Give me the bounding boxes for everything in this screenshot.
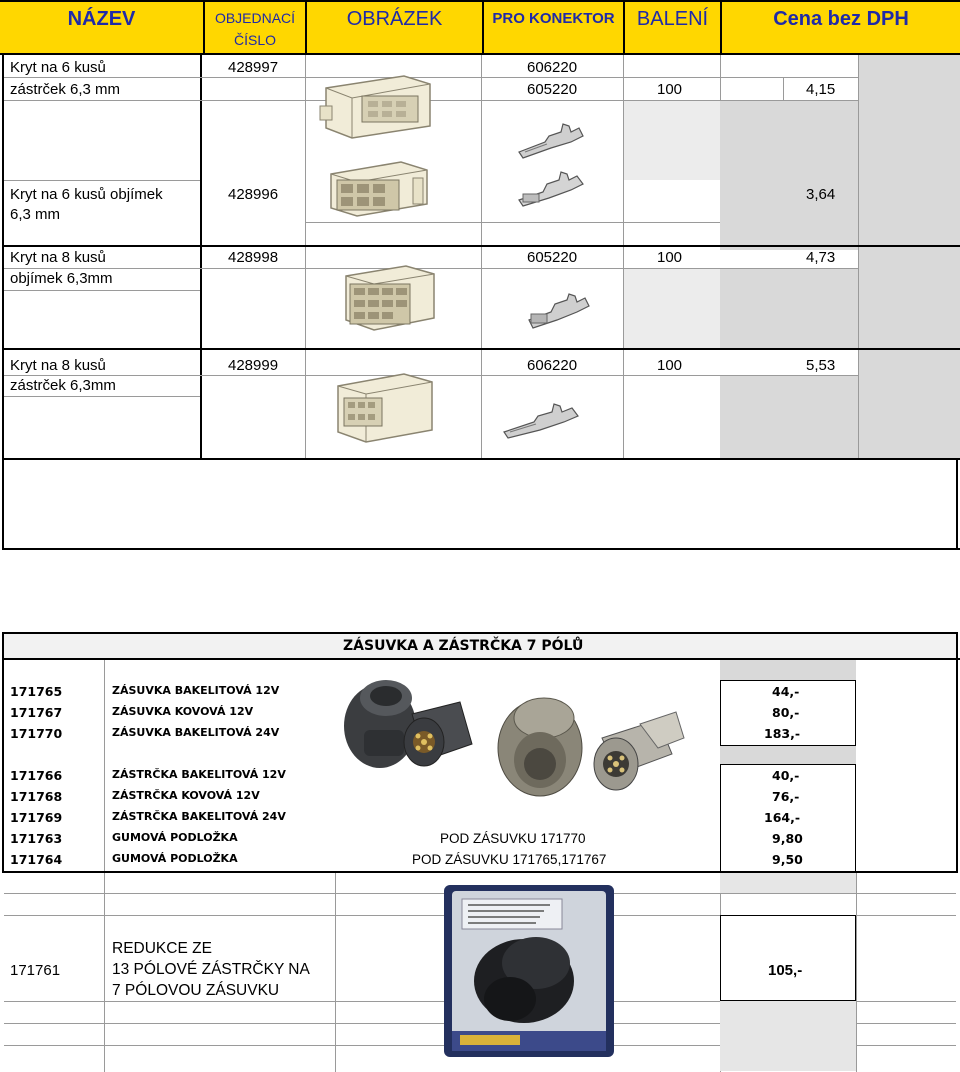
s3-grey-b: [720, 1001, 856, 1071]
connector-housing-8-plug-icon: [330, 368, 440, 446]
section1-grey-block-2: [720, 268, 860, 348]
s2-row8-note: POD ZÁSUVKU 171765,171767: [412, 852, 607, 867]
s3-col-line-1: [104, 873, 105, 1072]
s3-price-box: [720, 915, 856, 1001]
header-objednaci-label-1: OBJEDNACÍ: [214, 10, 296, 26]
s2-row8-code: 171764: [10, 852, 63, 867]
s1-row1-konektor-1: 606220: [527, 59, 578, 76]
section1-grey-column: [858, 55, 960, 460]
s2-row2-name: ZÁSUVKA KOVOVÁ 12V: [112, 705, 254, 718]
s1-row4-baleni: 100: [657, 357, 683, 374]
header-cena-label: Cena bez DPH: [773, 8, 909, 30]
header-objednaci: [203, 2, 305, 55]
header-baleni-label: BALENÍ: [636, 8, 709, 30]
s2-row8-name: GUMOVÁ PODLOŽKA: [112, 852, 238, 865]
s2-row7-code: 171763: [10, 831, 63, 846]
s1-row4-name-2: zástrček 6,3mm: [10, 377, 116, 394]
s3-name-2: 13 PÓLOVÉ ZÁSTRČKY NA: [112, 961, 310, 978]
s1-row3-name-1: Kryt na 8 kusů: [10, 249, 106, 266]
s1-row3-baleni: 100: [657, 249, 683, 266]
adapter-13-to-7-package-icon: [440, 881, 618, 1061]
s1-row2-code: 428996: [228, 186, 279, 203]
row-sep-1: [2, 245, 960, 247]
s2-row7-note: POD ZÁSUVKU 171770: [440, 831, 586, 846]
row-line-f: [4, 290, 200, 291]
col-divider-2: [305, 55, 306, 460]
s2-row7-price: 9,80: [772, 831, 803, 846]
section1-grey-block-1: [720, 100, 860, 250]
header-nazev-label: NÁZEV: [67, 8, 136, 30]
s1-row3-name-2: objímek 6,3mm: [10, 270, 113, 287]
s3-col-line-2: [335, 873, 336, 1072]
s2-row6-price: 164,-: [764, 810, 801, 825]
s3-grey-a: [720, 873, 856, 893]
socket-plug-7-pin-icon: [340, 668, 700, 810]
s2-row6-code: 171769: [10, 810, 63, 825]
s1-row4-name-1: Kryt na 8 kusů: [10, 357, 106, 374]
s2-grey-a: [720, 660, 856, 680]
s3-name-3: 7 PÓLOVOU ZÁSUVKU: [112, 982, 280, 999]
s3-price: 105,-: [768, 962, 803, 979]
col-divider-1: [200, 55, 202, 460]
header-obrazek-label: OBRÁZEK: [346, 8, 443, 30]
header-pro-konektor-label: PRO KONEKTOR: [492, 10, 615, 27]
border-right: [956, 460, 958, 550]
s1-row1-code: 428997: [228, 59, 279, 76]
s2-grey-b: [720, 746, 856, 764]
s2-row5-name: ZÁSTRČKA KOVOVÁ 12V: [112, 789, 260, 802]
s2-row4-code: 171766: [10, 768, 63, 783]
s3-col-line-4: [856, 873, 857, 1072]
header-nazev: [0, 2, 203, 55]
section2-left-border: [2, 658, 4, 873]
header-obrazek: [305, 2, 482, 55]
flat-terminal-icon: [515, 118, 587, 160]
header-objednaci-label-2: ČÍSLO: [233, 32, 276, 48]
s1-row1-konektor-2: 605220: [527, 81, 578, 98]
border-left: [2, 55, 4, 550]
s1-row2-name-1: Kryt na 6 kusů objímek: [10, 186, 163, 203]
s1-row1-cena: 4,15: [806, 81, 836, 98]
s2-row1-name: ZÁSUVKA BAKELITOVÁ 12V: [112, 684, 280, 697]
header-cena: [720, 2, 960, 55]
s3-name-1: REDUKCE ZE: [112, 940, 212, 957]
s2-row6-name: ZÁSTRČKA BAKELITOVÁ 24V: [112, 810, 286, 823]
s2-row5-price: 76,-: [772, 789, 800, 804]
s1-row2-cena: 3,64: [806, 186, 836, 203]
s2-row1-code: 171765: [10, 684, 63, 699]
s1-row1-name-1: Kryt na 6 kusů: [10, 59, 106, 76]
s1-row1-name-2: zástrček 6,3 mm: [10, 81, 121, 98]
s2-row5-code: 171768: [10, 789, 63, 804]
s2-row7-name: GUMOVÁ PODLOŽKA: [112, 831, 238, 844]
connector-housing-6-plug-icon: [318, 70, 438, 142]
s1-row4-cena: 5,53: [806, 357, 836, 374]
s1-row1-baleni: 100: [657, 81, 683, 98]
s1-row4-konektor-1: 606220: [527, 357, 578, 374]
s2-row3-code: 171770: [10, 726, 63, 741]
s2-col-line-1: [104, 660, 105, 873]
section2-title: ZÁSUVKA A ZÁSTRČKA 7 PÓLŮ: [343, 638, 584, 654]
row-sep-4: [2, 548, 960, 550]
s1-row3-code: 428998: [228, 249, 279, 266]
flat-terminal-icon: [525, 290, 591, 332]
s2-row8-price: 9,50: [772, 852, 803, 867]
row-sep-2: [2, 348, 960, 350]
header-pro-konektor: [482, 2, 623, 55]
s2-row4-name: ZÁSTRČKA BAKELITOVÁ 12V: [112, 768, 286, 781]
header-baleni: [623, 2, 720, 55]
s2-row4-price: 40,-: [772, 768, 800, 783]
connector-housing-6-socket-icon: [325, 158, 435, 220]
row-sep-3: [2, 458, 960, 460]
s2-row2-price: 80,-: [772, 705, 800, 720]
col-divider-3: [481, 55, 482, 460]
col-divider-6: [858, 55, 859, 460]
col-divider-4: [623, 55, 624, 460]
s1-row4-code: 428999: [228, 357, 279, 374]
s2-row1-price: 44,-: [772, 684, 800, 699]
s1-row3-cena: 4,73: [806, 249, 836, 266]
row-line-c: [4, 180, 200, 181]
section1-grey-block-4: [623, 268, 720, 348]
col-divider-5b: [783, 77, 784, 100]
flat-terminal-icon: [500, 398, 582, 440]
table-header: [0, 0, 960, 55]
s2-row3-price: 183,-: [764, 726, 801, 741]
s1-row2-name-2: 6,3 mm: [10, 206, 61, 223]
row-line-h: [4, 396, 200, 397]
flat-terminal-icon: [515, 168, 587, 210]
s3-code: 171761: [10, 962, 61, 979]
row-line-d: [305, 222, 720, 223]
s1-row3-konektor-1: 605220: [527, 249, 578, 266]
connector-housing-8-socket-icon: [340, 262, 440, 334]
section1-grey-block-5: [623, 100, 720, 180]
s2-row2-code: 171767: [10, 705, 63, 720]
section2-right-border: [956, 658, 958, 873]
section1-grey-block-3: [720, 375, 860, 460]
s2-row3-name: ZÁSUVKA BAKELITOVÁ 24V: [112, 726, 280, 739]
